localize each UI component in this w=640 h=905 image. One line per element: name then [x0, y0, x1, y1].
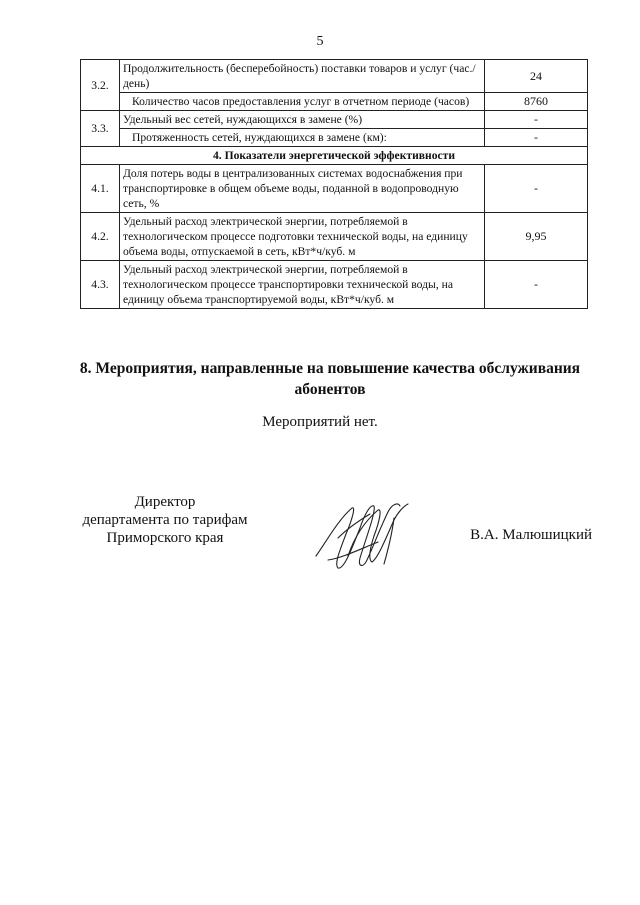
table-section-row	[81, 147, 588, 165]
table-row	[81, 93, 588, 111]
row-value: -	[485, 165, 588, 213]
table-row	[81, 261, 588, 309]
section-title: 4. Показатели энергетической эффективности	[81, 147, 588, 165]
signatory-title	[60, 493, 270, 547]
signatory-title-line: Приморского края	[106, 530, 224, 546]
row-description: Протяженность сетей, нуждающихся в замене (км):	[120, 129, 485, 147]
row-description: Количество часов предоставления услуг в отчетном периоде (часов)	[120, 93, 485, 111]
signatory-name: В.А. Малюшицкий	[470, 527, 592, 543]
row-description: Доля потерь воды в централизованных системах водоснабжения при транспортировке в общем объеме воды, поданной в водопроводную сеть, %	[120, 165, 485, 213]
row-value: -	[485, 111, 588, 129]
row-value: -	[485, 129, 588, 147]
row-value: -	[485, 261, 588, 309]
row-number: 4.2.	[81, 213, 120, 261]
section-text: Мероприятий нет.	[262, 414, 378, 430]
table-row	[81, 111, 588, 129]
row-number: 4.3.	[81, 261, 120, 309]
signatory-title-line: департамента по тарифам	[82, 512, 248, 528]
table-row	[81, 165, 588, 213]
row-number: 3.2.	[81, 60, 120, 111]
row-description: Удельный расход электрической энергии, потребляемой в технологическом процессе подготовки технической воды, на единицу объема воды, отпускаемой в сеть, кВт*ч/куб. м	[120, 213, 485, 261]
indicators-table	[80, 59, 588, 309]
table-row	[81, 213, 588, 261]
row-number: 4.1.	[81, 165, 120, 213]
row-description: Удельный вес сетей, нуждающихся в замене (%)	[120, 111, 485, 129]
table-row	[81, 129, 588, 147]
row-description: Продолжительность (бесперебойность) поставки товаров и услуг (час./день)	[120, 60, 485, 93]
handwritten-signature-icon	[308, 498, 418, 578]
row-value: 9,95	[485, 213, 588, 261]
signatory-title-line: Директор	[134, 494, 196, 510]
page-number: 5	[316, 34, 324, 49]
row-value: 24	[485, 60, 588, 93]
section-heading: 8. Мероприятия, направленные на повышение качества обслуживания абонентов	[79, 360, 581, 398]
row-value: 8760	[485, 93, 588, 111]
row-description: Удельный расход электрической энергии, потребляемой в технологическом процессе транспортировки технической воды, на единицу объема транспортируемой воды, кВт*ч/куб. м	[120, 261, 485, 309]
table-row	[81, 60, 588, 93]
row-number: 3.3.	[81, 111, 120, 147]
